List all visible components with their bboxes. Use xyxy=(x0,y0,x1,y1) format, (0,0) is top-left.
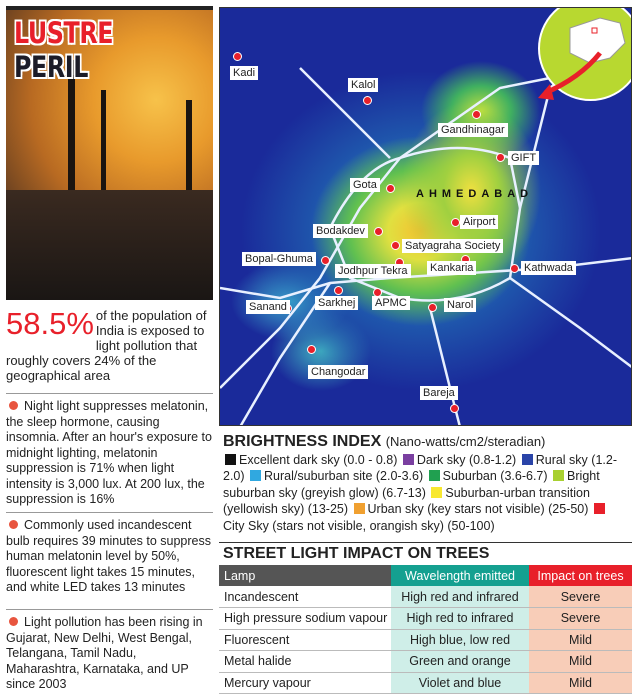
header-lamp: Lamp xyxy=(219,565,391,586)
light-pollution-map xyxy=(219,7,632,426)
lamp-cell: High pressure sodium vapour xyxy=(219,608,391,630)
bullet-3 xyxy=(6,609,213,693)
place-label: Kalol xyxy=(348,78,378,92)
place-label: Jodhpur Tekra xyxy=(335,264,411,278)
legend-label: Suburban (3.6-6.7) xyxy=(442,469,548,483)
place-marker xyxy=(334,286,343,295)
wavelength-cell: High red and infrared xyxy=(391,586,529,608)
headline-part2: PERIL xyxy=(14,50,88,84)
bullet-1 xyxy=(6,393,213,508)
legend-swatch-icon xyxy=(429,470,440,481)
place-marker xyxy=(510,264,519,273)
table-row xyxy=(219,608,632,630)
bullet-2 xyxy=(6,512,213,596)
brightness-legend xyxy=(219,430,632,534)
stat-block xyxy=(6,308,213,383)
wavelength-cell: High red to infrared xyxy=(391,608,529,630)
headline xyxy=(14,16,177,84)
street-light-table xyxy=(219,565,632,694)
legend-item xyxy=(401,453,516,467)
stat-text: of the population of India is exposed to light pollution that roughly covers 24% of the geographical area xyxy=(6,308,207,383)
lamp-cell: Mercury vapour xyxy=(219,672,391,694)
place-label: Bodakdev xyxy=(313,224,368,238)
place-label: Kathwada xyxy=(521,261,576,275)
industrial-photo xyxy=(6,10,213,300)
impact-cell: Mild xyxy=(529,672,632,694)
legend-swatch-icon xyxy=(553,470,564,481)
impact-cell: Mild xyxy=(529,651,632,673)
impact-cell: Severe xyxy=(529,586,632,608)
legend-label: Suburban-urban transition (yellowish sky) (13-25) xyxy=(223,485,590,516)
table-row xyxy=(219,586,632,608)
legend-label: Excellent dark sky (0.0 - 0.8) xyxy=(239,452,398,467)
legend-swatch-icon xyxy=(431,487,442,498)
impact-cell: Mild xyxy=(529,629,632,651)
table-row xyxy=(219,672,632,694)
place-marker xyxy=(307,345,316,354)
legend-label: Bright suburban sky (greyish glow) (6.7-13) xyxy=(223,469,600,500)
legend-swatch-icon xyxy=(522,454,533,465)
place-label: APMC xyxy=(372,296,410,310)
wavelength-cell: High blue, low red xyxy=(391,629,529,651)
bullet-text: Light pollution has been rising in Gujarat, New Delhi, West Bengal, Telangana, Tamil Nadu, Maharashtra, Karnataka, and UP since 2003 xyxy=(6,615,203,691)
wavelength-cell: Violet and blue xyxy=(391,672,529,694)
legend-label: Dark sky (0.8-1.2) xyxy=(416,452,517,467)
city-label: AHMEDABAD xyxy=(416,188,534,200)
bullet-dot-icon xyxy=(9,401,18,410)
legend-swatch-icon xyxy=(403,454,414,465)
legend-item xyxy=(427,469,548,483)
header-wavelength: Wavelength emitted xyxy=(391,565,529,586)
place-label: Airport xyxy=(460,215,498,229)
bullet-text: Night light suppresses melatonin, the sleep hormone, causing insomnia. After an hour's exposure to midnight lighting, melatonin suppression is 71% when light intensity is 3,000 lux. At 200 lux, the suppression is 16% xyxy=(6,399,212,506)
place-marker xyxy=(391,241,400,250)
place-label: Changodar xyxy=(308,365,368,379)
legend-item xyxy=(352,502,589,516)
place-label: Narol xyxy=(444,298,476,312)
place-label: Kadi xyxy=(230,66,258,80)
place-label: Kankaria xyxy=(427,261,476,275)
bullet-dot-icon xyxy=(9,520,18,529)
place-marker xyxy=(233,52,242,61)
place-marker xyxy=(363,96,372,105)
table-row xyxy=(219,651,632,673)
headline-part1: LUSTRE xyxy=(14,16,114,50)
legend-title: BRIGHTNESS INDEX xyxy=(223,433,382,450)
legend-label: City Sky (stars not visible, orangish sky) (50-100) xyxy=(223,518,495,533)
place-label: Gandhinagar xyxy=(438,123,508,137)
legend-label: Rural/suburban site (2.0-3.6) xyxy=(264,469,424,483)
impact-cell: Severe xyxy=(529,608,632,630)
place-marker xyxy=(374,227,383,236)
left-column xyxy=(6,6,213,696)
place-marker xyxy=(450,404,459,413)
legend-item xyxy=(223,453,397,467)
lamp-cell: Fluorescent xyxy=(219,629,391,651)
place-marker xyxy=(386,184,395,193)
table-title: STREET LIGHT IMPACT ON TREES xyxy=(219,542,632,565)
place-label: Sanand xyxy=(246,300,290,314)
legend-swatch-icon xyxy=(594,503,605,514)
place-label: Gota xyxy=(350,178,380,192)
legend-swatch-icon xyxy=(250,470,261,481)
table-row xyxy=(219,629,632,651)
legend-swatch-icon xyxy=(225,454,236,465)
place-marker xyxy=(321,256,330,265)
place-label: Bopal-Ghuma xyxy=(242,252,316,266)
place-label: Satyagraha Society xyxy=(402,239,503,253)
stat-value: 58.5% xyxy=(6,306,94,341)
place-label: Sarkhej xyxy=(315,296,358,310)
legend-label: Rural sky (1.2-2.0) xyxy=(223,452,617,483)
lamp-cell: Incandescent xyxy=(219,586,391,608)
place-marker xyxy=(496,153,505,162)
legend-items xyxy=(223,452,628,535)
wavelength-cell: Green and orange xyxy=(391,651,529,673)
bullet-dot-icon xyxy=(9,617,18,626)
place-label: GIFT xyxy=(508,151,539,165)
place-label: Bareja xyxy=(420,386,458,400)
pointer-arrow-icon xyxy=(220,8,632,426)
legend-swatch-icon xyxy=(354,503,365,514)
place-marker xyxy=(451,218,460,227)
legend-unit: (Nano-watts/cm2/steradian) xyxy=(385,434,546,449)
place-marker xyxy=(472,110,481,119)
legend-label: Urban sky (key stars not visible) (25-50) xyxy=(367,502,589,516)
lamp-cell: Metal halide xyxy=(219,651,391,673)
bullet-text: Commonly used incandescent bulb requires 39 minutes to suppress human melatonin level by 50%, fluorescent light takes 15 minutes, and white LED takes 13 minutes xyxy=(6,518,211,594)
place-marker xyxy=(428,303,437,312)
street-light-table-section xyxy=(219,542,632,694)
legend-item xyxy=(248,469,423,483)
header-impact: Impact on trees xyxy=(529,565,632,586)
